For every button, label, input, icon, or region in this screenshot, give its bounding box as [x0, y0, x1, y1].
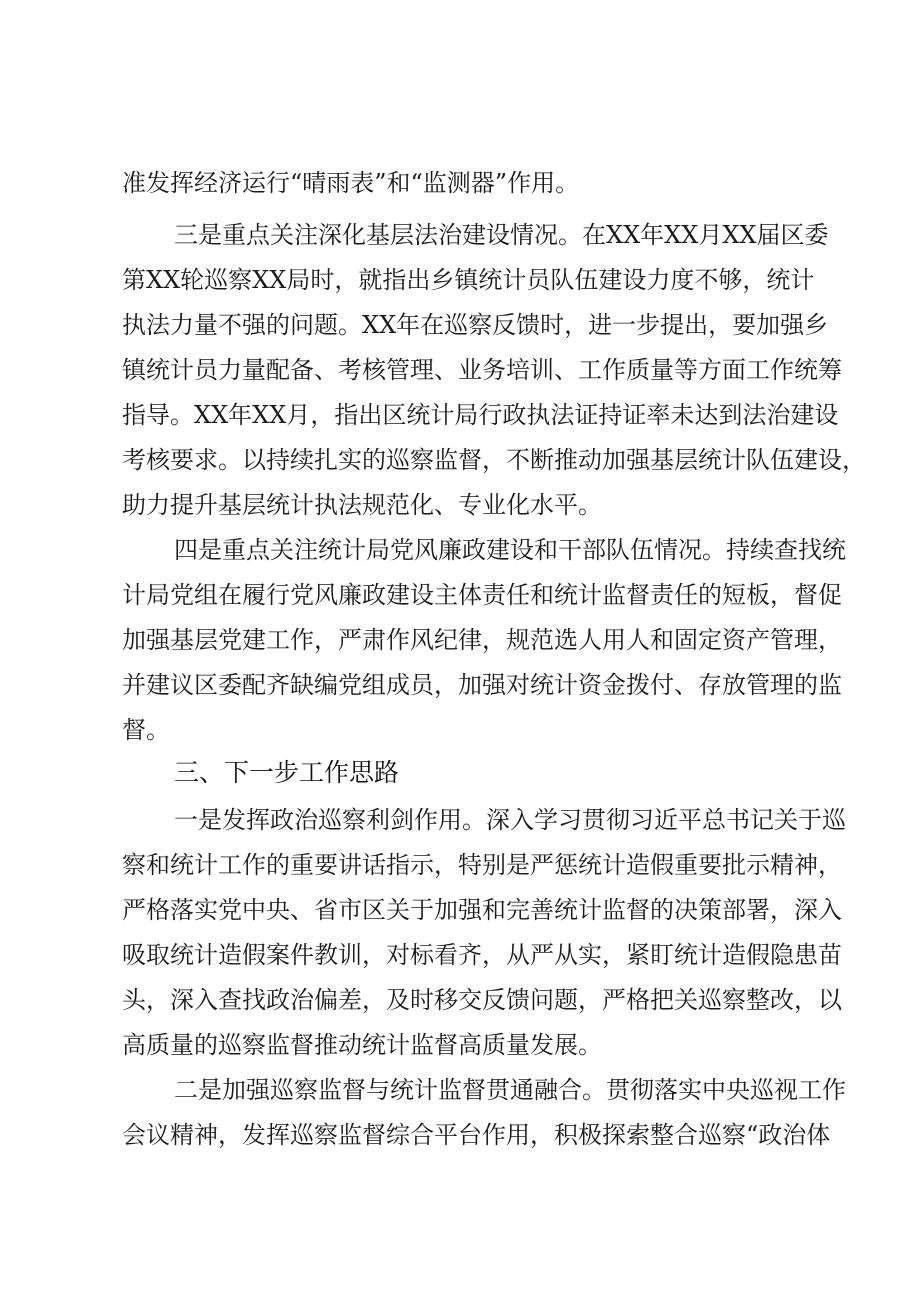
paragraph-line: 三是重点关注深化基层法治建设情况。在XX年XX月XX届区委 — [174, 221, 829, 249]
section-heading: 三、下一步工作思路 — [174, 758, 400, 787]
paragraph-line: 执法力量不强的问题。XX年在巡察反馈时，进一步提出，要加强乡 — [122, 311, 829, 339]
paragraph-line: 吸取统计造假案件教训，对标看齐，从严从实，紧盯统计造假隐患苗 — [122, 941, 842, 969]
paragraph-line: 二是加强巡察监督与统计监督贯通融合。贯彻落实中央巡视工作 — [174, 1076, 846, 1104]
paragraph-line: 四是重点关注统计局党风廉政建设和干部队伍情况。持续查找统 — [174, 536, 846, 564]
paragraph-line: 督。 — [122, 716, 170, 744]
paragraph-line: 头，深入查找政治偏差，及时移交反馈问题，严格把关巡察整改，以 — [122, 986, 842, 1014]
paragraph-line: 第XX轮巡察XX局时，就指出乡镇统计员队伍建设力度不够，统计 — [122, 266, 815, 294]
paragraph-line: 并建议区委配齐缺编党组成员，加强对统计资金拨付、存放管理的监 — [122, 671, 842, 699]
paragraph-line: 加强基层党建工作，严肃作风纪律，规范选人用人和固定资产管理， — [122, 626, 842, 654]
paragraph-line: 准发挥经济运行“晴雨表”和“监测器”作用。 — [122, 169, 580, 197]
paragraph-line: 高质量的巡察监督推动统计监督高质量发展。 — [122, 1031, 602, 1059]
paragraph-line: 考核要求。以持续扎实的巡察监督，不断推动加强基层统计队伍建设， — [122, 446, 866, 474]
paragraph-line: 一是发挥政治巡察利剑作用。深入学习贯彻习近平总书记关于巡 — [174, 806, 846, 834]
paragraph-line: 指导。XX年XX月，指出区统计局行政执法证持证率未达到法治建设 — [122, 401, 839, 429]
paragraph-line: 助力提升基层统计执法规范化、专业化水平。 — [122, 491, 602, 519]
paragraph-line: 察和统计工作的重要讲话指示，特别是严惩统计造假重要批示精神， — [122, 851, 842, 879]
paragraph-line: 严格落实党中央、省市区关于加强和完善统计监督的决策部署，深入 — [122, 896, 842, 924]
paragraph-line: 计局党组在履行党风廉政建设主体责任和统计监督责任的短板，督促 — [122, 581, 842, 609]
paragraph-line: 会议精神，发挥巡察监督综合平台作用，积极探索整合巡察“政治体 — [122, 1121, 831, 1149]
paragraph-line: 镇统计员力量配备、考核管理、业务培训、工作质量等方面工作统筹 — [122, 356, 842, 384]
